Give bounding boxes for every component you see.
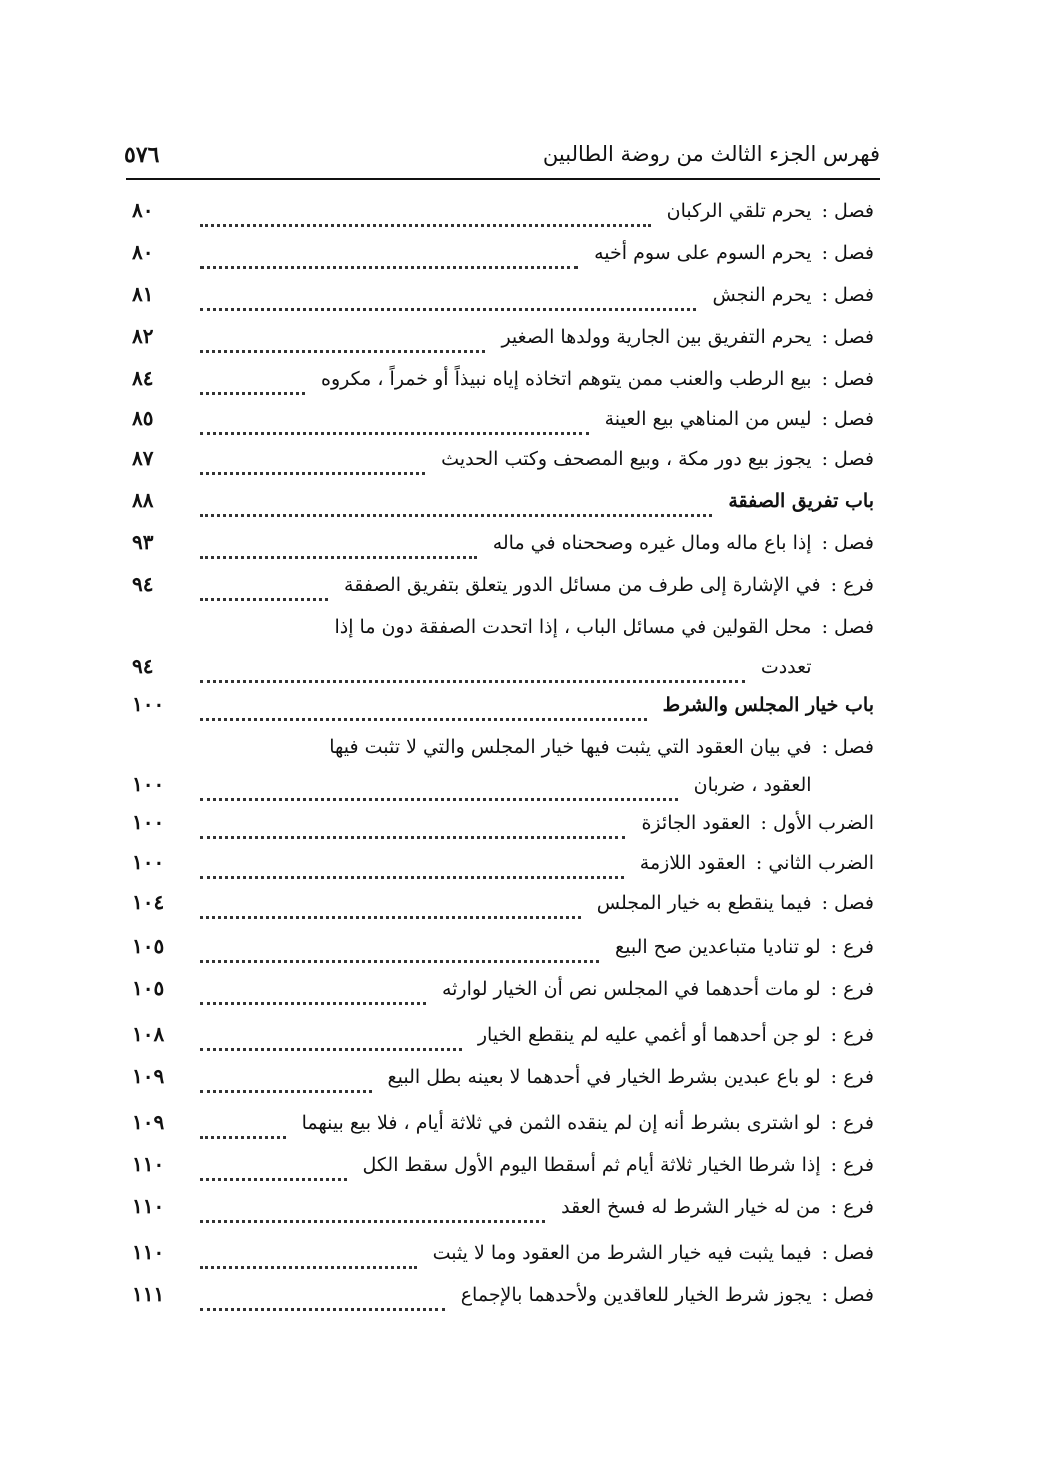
toc-entry xyxy=(126,238,874,274)
entry-title: يحرم السوم على سوم أخيه xyxy=(594,242,812,264)
entry-page-number: ١٠٥ xyxy=(132,976,165,1000)
dot-leader xyxy=(200,1028,462,1051)
entry-label: فصل : xyxy=(821,326,874,348)
entry-label: فرع : xyxy=(830,936,874,958)
entry-title: في الإشارة إلى طرف من مسائل الدور يتعلق بتفريق الصفقة xyxy=(344,574,821,596)
entry-page-number: ١٠٨ xyxy=(132,1022,165,1046)
entry-page-number: ١٠٠ xyxy=(132,772,165,796)
toc-entry xyxy=(126,1062,874,1098)
dot-leader xyxy=(200,412,589,435)
entry-label: فصل : xyxy=(821,242,874,264)
entry-title: في بيان العقود التي يثبت فيها خيار المجلس والتي لا تثبت فيها xyxy=(329,736,812,758)
dot-leader xyxy=(200,536,477,559)
toc-entry xyxy=(126,732,874,768)
entry-title: إذا باع ماله ومال غيره وصححناه في ماله xyxy=(492,532,812,554)
page-number: ٥٧٦ xyxy=(124,142,160,168)
entry-label: الضرب الثاني : xyxy=(755,852,874,874)
toc-entry xyxy=(126,974,874,1010)
entry-page-number: ٨٠ xyxy=(132,198,154,222)
dot-leader xyxy=(200,1070,372,1093)
dot-leader xyxy=(200,1158,347,1181)
toc-entry xyxy=(126,280,874,316)
toc-entry xyxy=(126,1280,874,1316)
toc-entry-continuation xyxy=(126,770,874,806)
entry-title: بيع الرطب والعنب ممن يتوهم اتخاذه إياه نبيذاً أو خمراً ، مكروه xyxy=(321,368,812,390)
toc-entry xyxy=(126,1020,874,1056)
entry-title: العقود اللازمة xyxy=(639,852,746,874)
entry-page-number: ١١٠ xyxy=(132,1152,165,1176)
toc-entry xyxy=(126,1108,874,1144)
dot-leader xyxy=(200,246,578,269)
entry-title: يجوز بيع دور مكة ، وبيع المصحف وكتب الحديث xyxy=(441,448,812,470)
dot-leader xyxy=(200,494,712,517)
entry-label: فرع : xyxy=(830,1154,874,1176)
entry-page-number: ٨٠ xyxy=(132,240,154,264)
dot-leader xyxy=(200,452,425,475)
dot-leader xyxy=(200,1246,417,1269)
entry-page-number: ٨٧ xyxy=(132,446,154,470)
entry-page-number: ١٠٩ xyxy=(132,1110,165,1134)
entry-label: فصل : xyxy=(821,892,874,914)
entry-page-number: ٨٥ xyxy=(132,406,154,430)
entry-page-number: ١٠٩ xyxy=(132,1064,165,1088)
dot-leader xyxy=(200,896,581,919)
entry-label: فرع : xyxy=(830,978,874,1000)
dot-leader xyxy=(200,330,485,353)
entry-title-continuation: العقود ، ضربان xyxy=(693,774,812,796)
dot-leader xyxy=(200,1116,286,1139)
toc-entry xyxy=(126,364,874,400)
entry-label: فصل : xyxy=(821,616,874,638)
entry-title: لو تناديا متباعدين صح البيع xyxy=(614,936,821,958)
toc-entry xyxy=(126,612,874,648)
dot-leader xyxy=(200,660,745,683)
toc-entry xyxy=(126,444,874,480)
entry-label: فرع : xyxy=(830,1066,874,1088)
entry-label: فصل : xyxy=(821,408,874,430)
entry-page-number: ٨٨ xyxy=(132,488,154,512)
entry-page-number: ١٠٥ xyxy=(132,934,165,958)
entry-title: محل القولين في مسائل الباب ، إذا اتحدت الصفقة دون ما إذا xyxy=(334,616,812,638)
entry-label: فصل : xyxy=(821,736,874,758)
toc-entry xyxy=(126,690,874,726)
toc-entry xyxy=(126,196,874,232)
entry-page-number: ٩٤ xyxy=(132,572,154,596)
entry-title: يحرم تلقي الركبان xyxy=(666,200,812,222)
entry-title: العقود الجائزة xyxy=(641,812,751,834)
entry-label: فرع : xyxy=(830,1024,874,1046)
entry-title: إذا شرطا الخيار ثلاثة أيام ثم أسقطا اليوم الأول سقط الكل xyxy=(362,1154,821,1176)
dot-leader xyxy=(200,1288,445,1311)
entry-title: باب تفريق الصفقة xyxy=(728,490,874,512)
entry-title: فيما يثبت فيه خيار الشرط من العقود وما لا يثبت xyxy=(432,1242,812,1264)
dot-leader xyxy=(200,698,647,721)
entry-title: يحرم التفريق بين الجارية وولدها الصغير xyxy=(501,326,812,348)
entry-label: فصل : xyxy=(821,1284,874,1306)
entry-title: لو مات أحدهما في المجلس نص أن الخيار لوارثه xyxy=(441,978,821,1000)
toc-entry xyxy=(126,848,874,884)
entry-title: يجوز شرط الخيار للعاقدين ولأحدهما بالإجماع xyxy=(460,1284,812,1306)
dot-leader xyxy=(200,982,426,1005)
entry-label: فصل : xyxy=(821,368,874,390)
entry-page-number: ١١١ xyxy=(132,1282,165,1306)
entry-page-number: ١١٠ xyxy=(132,1194,165,1218)
entry-page-number: ٩٤ xyxy=(132,654,154,678)
entry-title: ليس من المناهي بيع العينة xyxy=(604,408,812,430)
entry-label: فصل : xyxy=(821,200,874,222)
entry-title: لو باع عبدين بشرط الخيار في أحدهما لا بعينه بطل البيع xyxy=(387,1066,821,1088)
entry-title: من له خيار الشرط له فسخ العقد xyxy=(561,1196,821,1218)
entry-label: فصل : xyxy=(821,532,874,554)
dot-leader xyxy=(200,578,328,601)
entry-page-number: ١٠٤ xyxy=(132,890,165,914)
entry-page-number: ١١٠ xyxy=(132,1240,165,1264)
entry-page-number: ٩٣ xyxy=(132,530,154,554)
toc-entry xyxy=(126,1150,874,1186)
toc-entry-continuation xyxy=(126,652,874,688)
toc-entry xyxy=(126,1238,874,1274)
toc-entry xyxy=(126,570,874,606)
toc-entry xyxy=(126,486,874,522)
dot-leader xyxy=(200,816,625,839)
dot-leader xyxy=(200,204,651,227)
entry-page-number: ٨٤ xyxy=(132,366,154,390)
entry-label: فرع : xyxy=(830,574,874,596)
dot-leader xyxy=(200,856,624,879)
dot-leader xyxy=(200,940,599,963)
toc-entry xyxy=(126,932,874,968)
dot-leader xyxy=(200,778,678,801)
toc-entry xyxy=(126,528,874,564)
entry-page-number: ١٠٠ xyxy=(132,850,165,874)
entry-page-number: ٨٢ xyxy=(132,324,154,348)
entry-title: فيما ينقطع به خيار المجلس xyxy=(596,892,812,914)
toc-entry xyxy=(126,322,874,358)
entry-label: فصل : xyxy=(821,284,874,306)
entry-title: يحرم النجش xyxy=(712,284,812,306)
toc-entry xyxy=(126,404,874,440)
toc-entry xyxy=(126,888,874,924)
entry-title: لو اشترى بشرط أنه إن لم ينقده الثمن في ثلاثة أيام ، فلا بيع بينهما xyxy=(301,1112,821,1134)
entry-title-continuation: تعددت xyxy=(760,656,812,678)
toc-entry xyxy=(126,808,874,844)
dot-leader xyxy=(200,1200,545,1223)
entry-label: فصل : xyxy=(821,1242,874,1264)
dot-leader xyxy=(200,288,696,311)
dot-leader xyxy=(200,372,305,395)
entry-page-number: ١٠٠ xyxy=(132,692,165,716)
running-title: فهرس الجزء الثالث من روضة الطالبين xyxy=(542,142,880,166)
entry-label: فرع : xyxy=(830,1196,874,1218)
entry-title: لو جن أحدهما أو أغمي عليه لم ينقطع الخيار xyxy=(477,1024,821,1046)
entry-label: فرع : xyxy=(830,1112,874,1134)
entry-page-number: ١٠٠ xyxy=(132,810,165,834)
entry-title: باب خيار المجلس والشرط xyxy=(662,694,874,716)
entry-label: فصل : xyxy=(821,448,874,470)
toc-entry xyxy=(126,1192,874,1228)
entry-label: الضرب الأول : xyxy=(760,812,874,834)
entry-page-number: ٨١ xyxy=(132,282,154,306)
